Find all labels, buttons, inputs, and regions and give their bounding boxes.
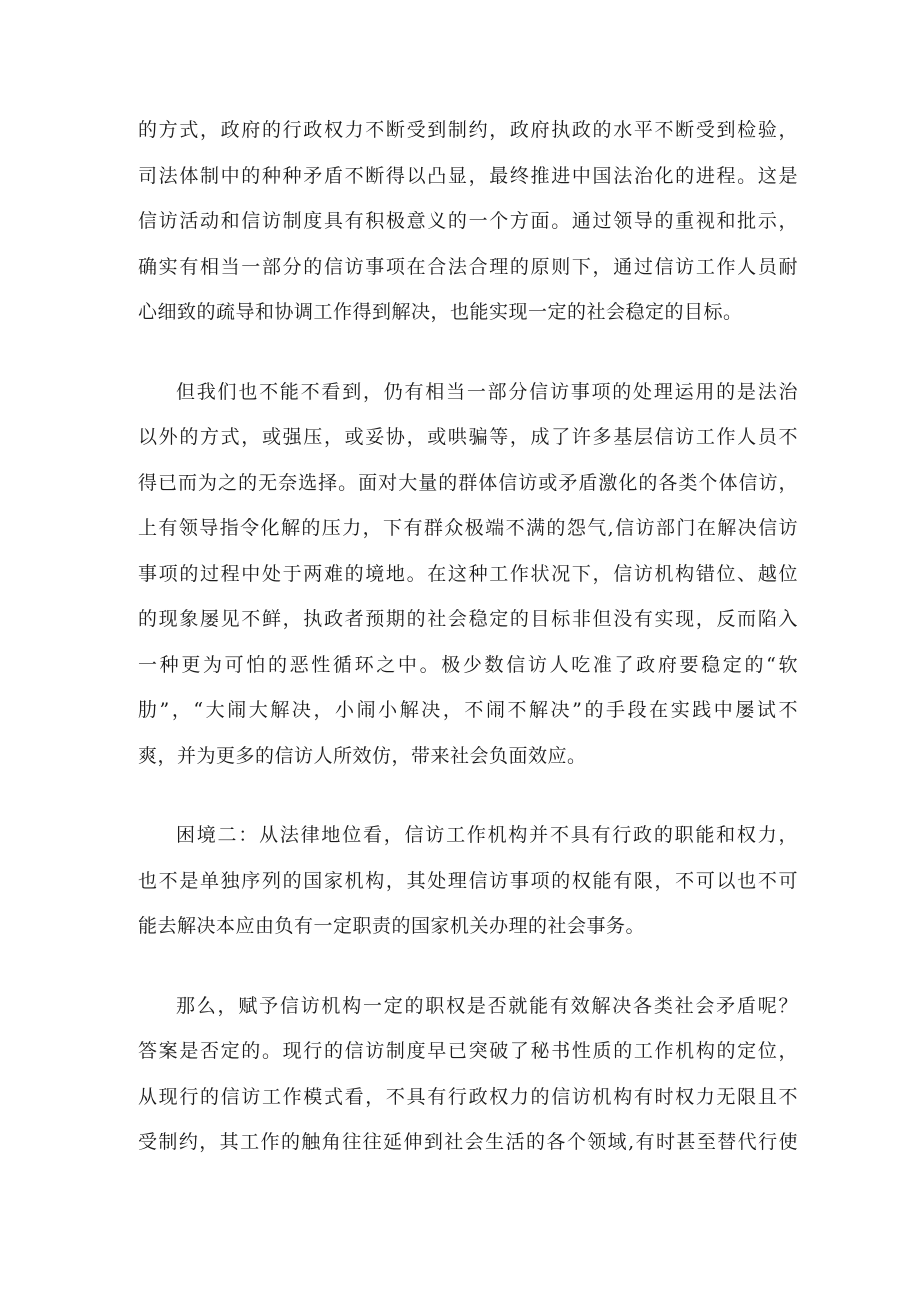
text-line: 上有领导指令化解的压力，下有群众极端不满的怨气,信访部门在解决信访 <box>138 517 798 539</box>
text-line: 爽，并为更多的信访人所效仿，带来社会负面效应。 <box>138 744 587 767</box>
text-line: 也不是单独序列的国家机构，其处理信访事项的权能有限，不可以也不可 <box>138 869 798 892</box>
text-line: 答案是否定的。现行的信访制度早已突破了秘书性质的工作机构的定位， <box>138 1040 798 1062</box>
text-line: 肋”，“大闹大解决，小闹小解决，不闹不解决”的手段在实践中屡试不 <box>138 699 798 721</box>
paragraph-4 <box>138 984 798 1166</box>
text-line: 心细致的疏导和协调工作得到解决，也能实现一定的社会稳定的目标。 <box>138 301 743 323</box>
paragraph-gap <box>138 336 798 370</box>
paragraph-1 <box>138 108 798 336</box>
text-line: 司法体制中的种种矛盾不断得以凸显，最终推进中国法治化的进程。这是 <box>138 164 798 187</box>
text-line: 确实有相当一部分的信访事项在合法合理的原则下，通过信访工作人员耐 <box>138 255 798 278</box>
text-line: 受制约，其工作的触角往往延伸到社会生活的各个领域,有时甚至替代行使 <box>138 1131 798 1153</box>
paragraph-2 <box>138 370 798 780</box>
text-line: 得已而为之的无奈选择。面对大量的群体信访或矛盾激化的各类个体信访， <box>138 471 798 494</box>
text-line: 从现行的信访工作模式看，不具有行政权力的信访机构有时权力无限且不 <box>138 1085 798 1108</box>
text-line: 信访活动和信访制度具有积极意义的一个方面。通过领导的重视和批示， <box>138 210 798 232</box>
paragraph-3 <box>138 813 798 950</box>
text-line: 的方式，政府的行政权力不断受到制约，政府执政的水平不断受到检验， <box>138 119 798 141</box>
text-line: 困境二：从法律地位看，信访工作机构并不具有行政的职能和权力， <box>176 824 798 846</box>
text-line: 的现象屡见不鲜，执政者预期的社会稳定的目标非但没有实现，反而陷入 <box>138 608 798 630</box>
paragraph-gap <box>138 950 798 984</box>
text-line: 事项的过程中处于两难的境地。在这种工作状况下，信访机构错位、越位 <box>138 562 798 585</box>
text-line: 一种更为可怕的恶性循环之中。极少数信访人吃准了政府要稳定的“软 <box>138 653 798 676</box>
text-line: 但我们也不能不看到，仍有相当一部分信访事项的处理运用的是法治 <box>176 380 798 403</box>
text-line: 能去解决本应由负有一定职责的国家机关办理的社会事务。 <box>138 915 646 937</box>
document-page <box>138 108 798 1166</box>
text-line: 以外的方式，或强压，或妥协，或哄骗等，成了许多基层信访工作人员不 <box>138 426 798 448</box>
paragraph-gap <box>138 779 798 813</box>
text-line: 那么，赋予信访机构一定的职权是否就能有效解决各类社会矛盾呢？ <box>176 994 798 1017</box>
